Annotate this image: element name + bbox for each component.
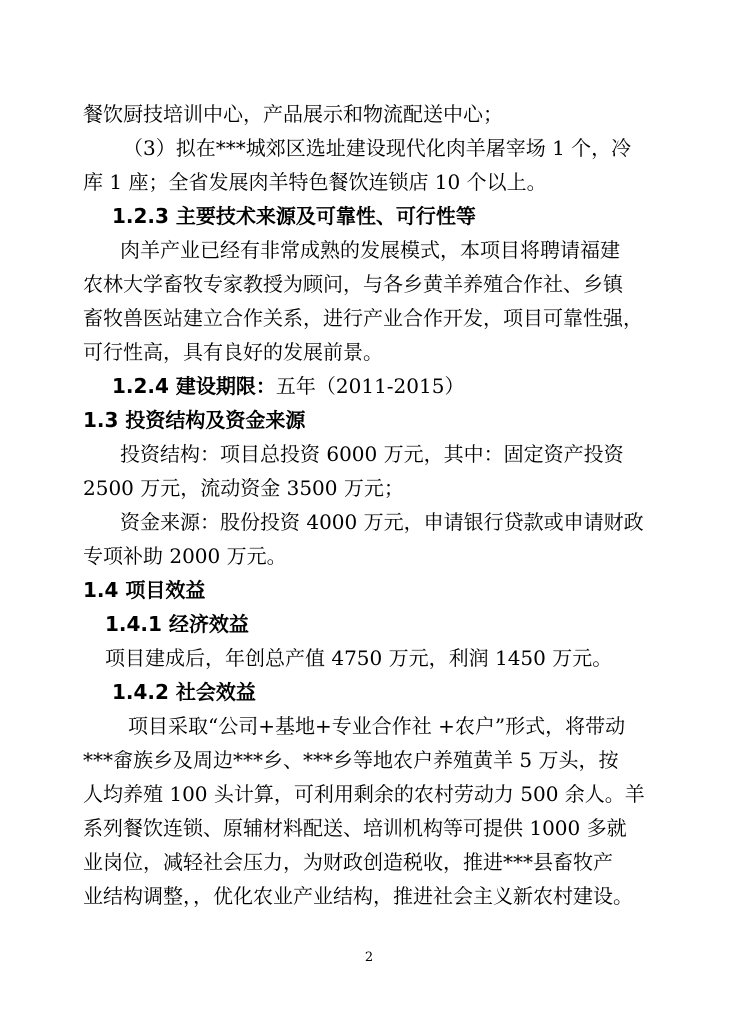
section-heading-1-4-2: 1.4.2 社会效益 bbox=[112, 680, 256, 704]
paragraph-line: 专项补助 2000 万元。 bbox=[83, 544, 287, 568]
paragraph-line: 人均养殖 100 头计算，可利用剩余的农村劳动力 500 余人。羊 bbox=[83, 782, 645, 806]
section-heading-1-3: 1.3 投资结构及资金来源 bbox=[83, 408, 306, 432]
paragraph-line: 餐饮厨技培训中心，产品展示和物流配送中心； bbox=[83, 102, 503, 126]
section-heading-1-4: 1.4 项目效益 bbox=[83, 578, 206, 602]
heading-label: 1.2.4 建设期限： bbox=[112, 374, 276, 398]
paragraph-line: 资金来源：股份投资 4000 万元，申请银行贷款或申请财政 bbox=[120, 510, 644, 534]
section-heading-1-2-4 bbox=[112, 372, 464, 400]
paragraph-line: 库 1 座；全省发展肉羊特色餐饮连锁店 10 个以上。 bbox=[83, 170, 547, 194]
page-number: 2 bbox=[364, 950, 374, 965]
paragraph-line: （3）拟在***城郊区选址建设现代化肉羊屠宰场 1 个，冷 bbox=[123, 136, 632, 160]
paragraph-line: 畜牧兽医站建立合作关系，进行产业合作开发，项目可靠性强， bbox=[83, 306, 643, 330]
paragraph-line: 业结构调整，，优化农业产业结构，推进社会主义新农村建设。 bbox=[83, 884, 633, 908]
paragraph-line: 可行性高，具有良好的发展前景。 bbox=[83, 340, 383, 364]
section-heading-1-2-3: 1.2.3 主要技术来源及可靠性、可行性等 bbox=[112, 204, 476, 228]
paragraph-line: 肉羊产业已经有非常成熟的发展模式，本项目将聘请福建 bbox=[120, 238, 620, 262]
heading-value: 五年（2011-2015） bbox=[275, 374, 465, 398]
paragraph-line: ***畲族乡及周边***乡、***乡等地农户养殖黄羊 5 万头，按 bbox=[83, 748, 619, 772]
paragraph-line: 项目采取“公司+基地+专业合作社 +农户”形式，将带动 bbox=[128, 714, 626, 738]
paragraph-line: 业岗位，减轻社会压力，为财政创造税收，推进***县畜牧产 bbox=[83, 850, 613, 874]
section-heading-1-4-1: 1.4.1 经济效益 bbox=[105, 612, 249, 636]
paragraph-line: 投资结构：项目总投资 6000 万元，其中：固定资产投资 bbox=[120, 442, 624, 466]
paragraph-line: 项目建成后，年创总产值 4750 万元，利润 1450 万元。 bbox=[105, 646, 613, 670]
paragraph-line: 2500 万元，流动资金 3500 万元； bbox=[83, 476, 404, 500]
paragraph-line: 农林大学畜牧专家教授为顾问，与各乡黄羊养殖合作社、乡镇 bbox=[83, 272, 623, 296]
paragraph-line: 系列餐饮连锁、原辅材料配送、培训机构等可提供 1000 多就 bbox=[83, 816, 627, 840]
